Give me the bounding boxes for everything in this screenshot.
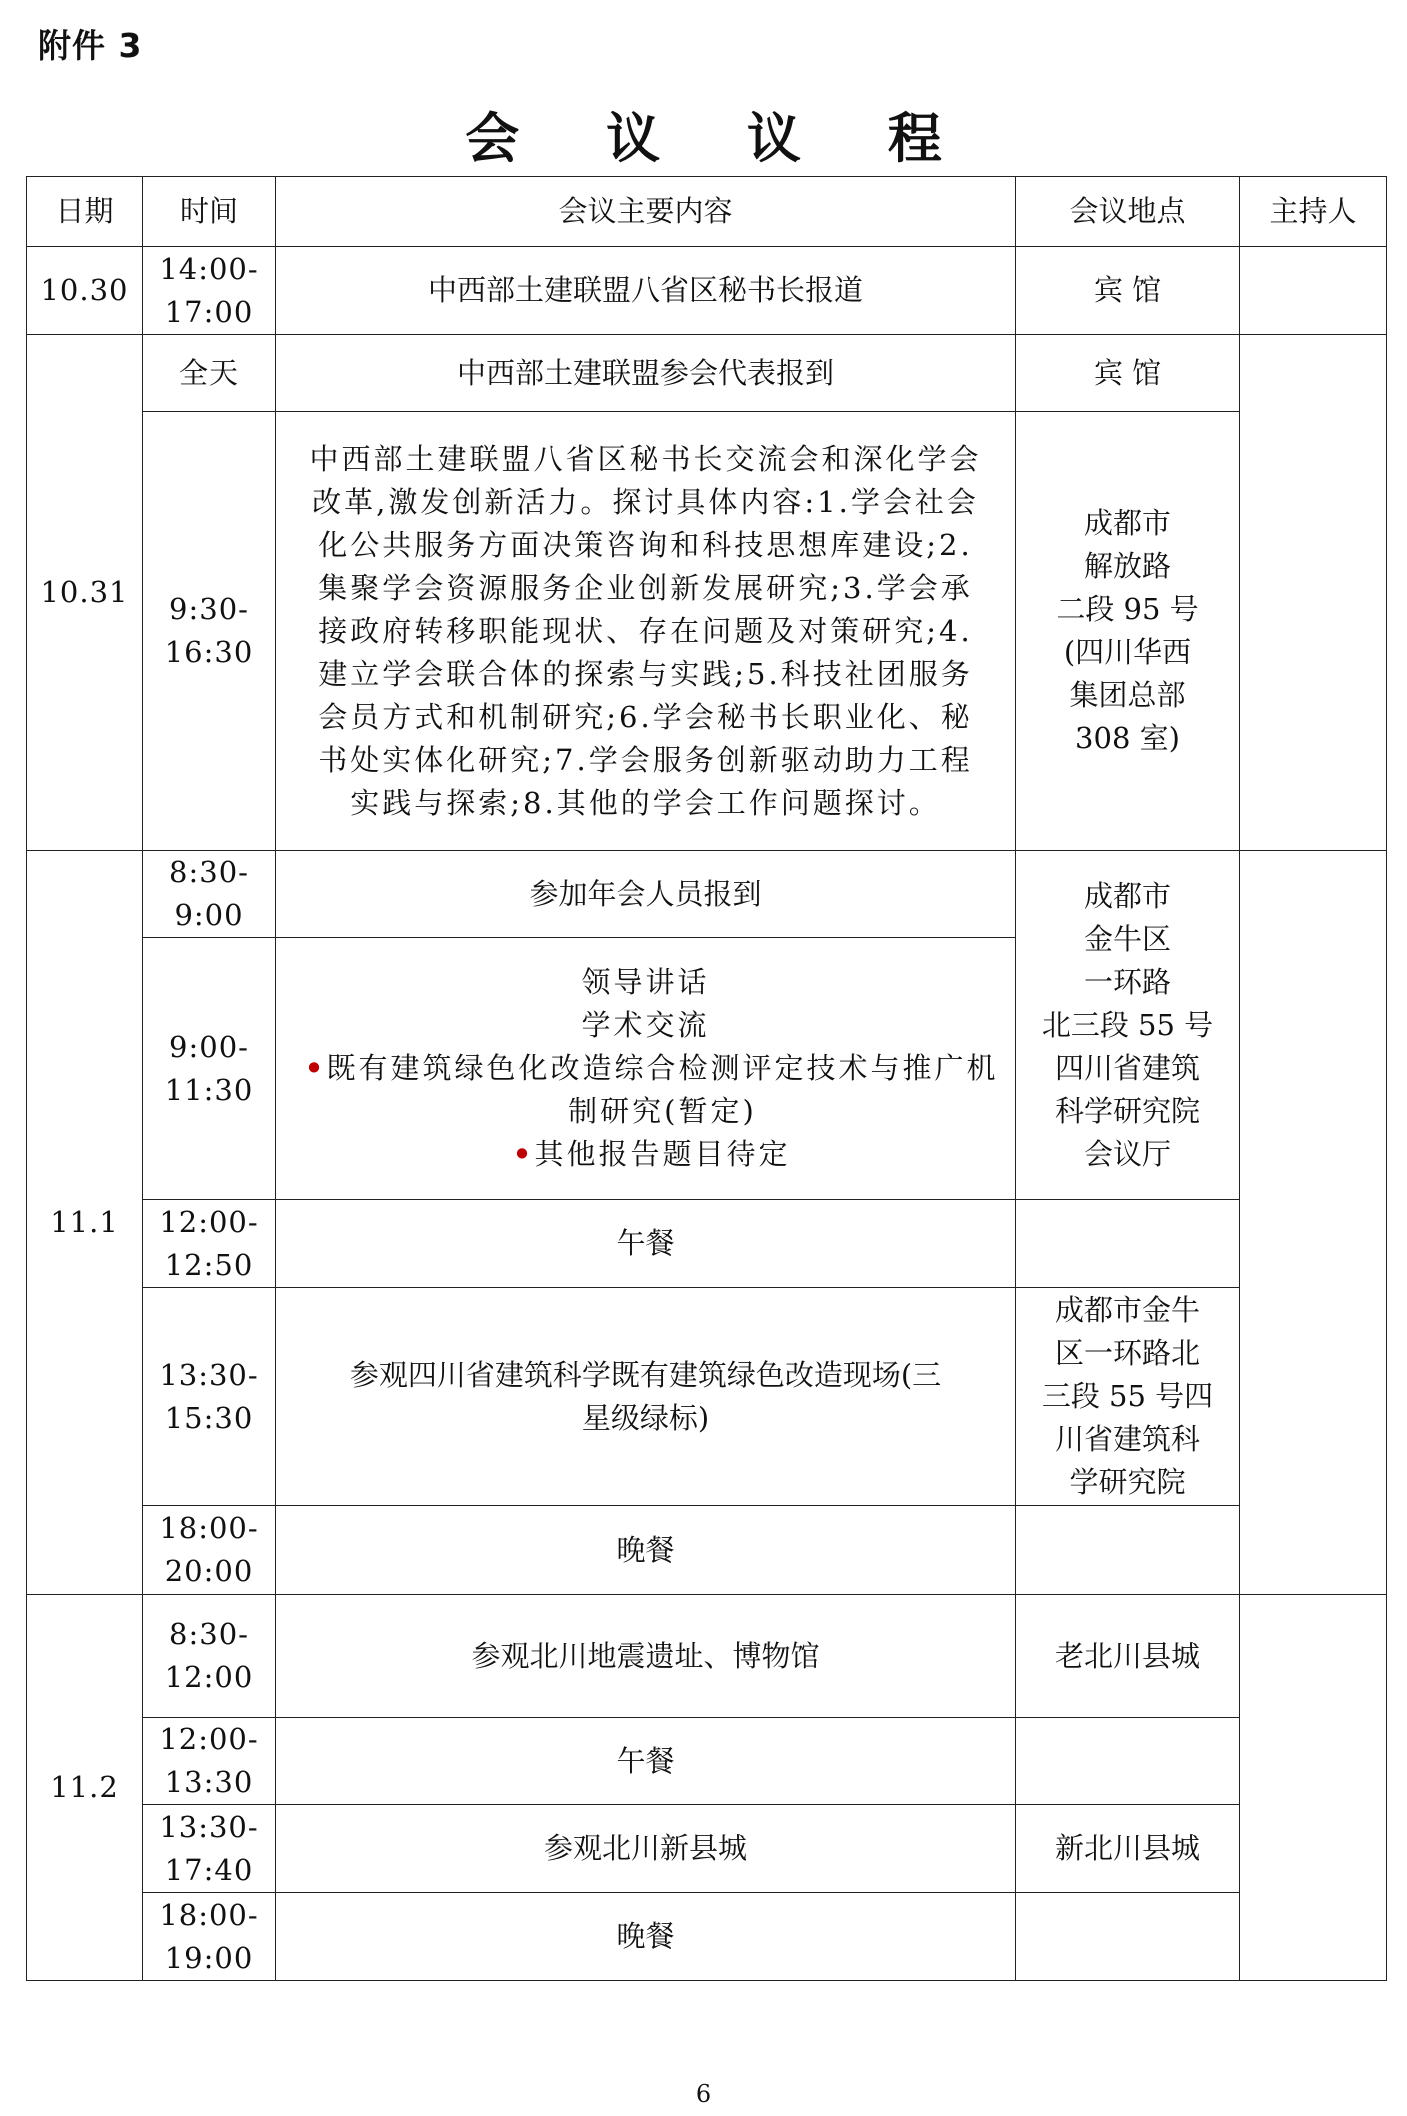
bullet-dot-icon: • — [304, 1051, 327, 1085]
content-line: 书处实体化研究;7.学会服务创新驱动助力工程 — [318, 742, 973, 777]
time-end: 12:50 — [164, 1247, 254, 1282]
location-line: 二段 95 号 — [1056, 592, 1199, 626]
content-line: 化公共服务方面决策咨询和科技思想库建设;2. — [318, 527, 973, 562]
time-end: 13:30 — [164, 1765, 254, 1799]
content-cell: 参观北川新县城 — [276, 1805, 1016, 1893]
location-line: 成都市 — [1083, 506, 1171, 540]
location-cell: 宾 馆 — [1016, 335, 1240, 412]
content-cell: 中西部土建联盟参会代表报到 — [276, 335, 1016, 412]
time-end: 9:00 — [174, 898, 244, 932]
header-content: 会议主要内容 — [276, 177, 1016, 247]
table-row — [27, 1506, 1387, 1595]
location-line: 科学研究院 — [1054, 1093, 1200, 1128]
time-end: 16:30 — [164, 635, 254, 669]
location-line: 三段 55 号四 — [1041, 1379, 1214, 1413]
location-line: 成都市 — [1083, 878, 1171, 913]
header-location: 会议地点 — [1016, 177, 1240, 247]
bullet-dot-icon: • — [512, 1137, 535, 1171]
location-cell: 老北川县城 — [1016, 1595, 1240, 1718]
time-start: 12:00- — [159, 1722, 259, 1756]
date-cell: 10.31 — [27, 335, 143, 851]
content-line: 实践与探索;8.其他的学会工作问题探讨。 — [350, 785, 941, 820]
header-host: 主持人 — [1240, 177, 1387, 247]
table-row — [27, 1595, 1387, 1718]
page-number: 6 — [695, 2080, 712, 2108]
time-start: 13:30- — [159, 1809, 259, 1844]
location-line: 一环路 — [1083, 964, 1171, 999]
time-cell — [143, 247, 276, 335]
location-cell — [1016, 1288, 1240, 1506]
table-row — [27, 335, 1387, 412]
content-line: 改革,激发创新活力。探讨具体内容:1.学会社会 — [312, 484, 979, 519]
time-end: 19:00 — [164, 1940, 254, 1975]
table-row — [27, 247, 1387, 335]
time-cell — [143, 1893, 276, 1981]
content-cell — [276, 412, 1016, 851]
location-cell: 宾 馆 — [1016, 247, 1240, 335]
date-cell: 11.2 — [27, 1595, 143, 1981]
content-line: 参观四川省建筑科学既有建筑绿色改造现场(三 — [349, 1357, 942, 1392]
location-line: 308 室) — [1075, 721, 1180, 755]
content-line: 接政府转移职能现状、存在问题及对策研究;4. — [318, 613, 973, 648]
location-line: 川省建筑科 — [1054, 1422, 1200, 1456]
bullet-item — [284, 1133, 1007, 1176]
host-cell — [1240, 247, 1387, 335]
location-line: (四川华西 — [1063, 635, 1192, 669]
page-title: 会 议 议 程 — [465, 106, 976, 170]
location-line: 区一环路北 — [1054, 1336, 1200, 1370]
content-line: 建立学会联合体的探索与实践;5.科技社团服务 — [318, 656, 973, 691]
location-line: 金牛区 — [1083, 921, 1171, 956]
bullet-item — [284, 1047, 1007, 1133]
time-cell — [143, 1200, 276, 1288]
agenda-table — [26, 176, 1387, 1981]
location-cell — [1016, 1893, 1240, 1981]
table-row — [27, 1200, 1387, 1288]
location-line: 北三段 55 号 — [1041, 1007, 1214, 1042]
content-cell: 午餐 — [276, 1718, 1016, 1805]
time-start: 9:00- — [169, 1029, 249, 1064]
header-row — [27, 177, 1387, 247]
header-date: 日期 — [27, 177, 143, 247]
location-line: 集团总部 — [1069, 678, 1186, 712]
time-cell — [143, 1805, 276, 1893]
table-row — [27, 1893, 1387, 1981]
time-end: 11:30 — [164, 1072, 254, 1107]
content-cell: 午餐 — [276, 1200, 1016, 1288]
time-end: 20:00 — [164, 1554, 254, 1588]
bullet-text: 既有建筑绿色化改造综合检测评定技术与推广机制研究(暂定) — [326, 1051, 999, 1128]
host-cell — [1240, 335, 1387, 851]
table-row — [27, 412, 1387, 851]
time-end: 17:40 — [164, 1852, 254, 1887]
table-row — [27, 1718, 1387, 1805]
content-cell — [276, 938, 1016, 1200]
time-cell: 全天 — [143, 335, 276, 412]
content-cell: 参观北川地震遗址、博物馆 — [276, 1595, 1016, 1718]
date-cell: 10.30 — [27, 247, 143, 335]
attachment-label: 附件 3 — [38, 26, 143, 65]
location-line: 成都市金牛 — [1054, 1293, 1200, 1327]
time-cell — [143, 412, 276, 851]
content-cell: 中西部土建联盟八省区秘书长报道 — [276, 247, 1016, 335]
time-end: 15:30 — [164, 1400, 254, 1435]
time-cell — [143, 1288, 276, 1506]
time-cell — [143, 1718, 276, 1805]
table-row — [27, 1288, 1387, 1506]
time-start: 18:00- — [159, 1897, 259, 1932]
location-line: 解放路 — [1083, 549, 1171, 583]
time-start: 18:00- — [159, 1511, 259, 1545]
time-cell — [143, 1506, 276, 1595]
content-cell: 参加年会人员报到 — [276, 851, 1016, 938]
host-cell — [1240, 1595, 1387, 1981]
time-start: 12:00- — [159, 1204, 259, 1239]
content-line: 会员方式和机制研究;6.学会秘书长职业化、秘 — [318, 699, 973, 734]
time-start: 8:30- — [169, 1617, 249, 1651]
time-cell — [143, 851, 276, 938]
location-line: 学研究院 — [1069, 1465, 1186, 1499]
time-start: 8:30- — [169, 855, 249, 889]
time-end: 17:00 — [164, 294, 254, 329]
time-cell — [143, 938, 276, 1200]
location-cell: 新北川县城 — [1016, 1805, 1240, 1893]
content-cell — [276, 1288, 1016, 1506]
time-start: 13:30- — [159, 1357, 259, 1392]
content-line: 领导讲话 — [581, 965, 710, 999]
location-cell — [1016, 851, 1240, 1200]
content-line: 集聚学会资源服务企业创新发展研究;3.学会承 — [318, 570, 973, 605]
time-end: 12:00 — [164, 1660, 254, 1694]
date-cell: 11.1 — [27, 851, 143, 1595]
location-line: 会议厅 — [1083, 1136, 1171, 1171]
location-cell — [1016, 1506, 1240, 1595]
time-cell — [143, 1595, 276, 1718]
content-cell: 晚餐 — [276, 1893, 1016, 1981]
location-line: 四川省建筑 — [1054, 1050, 1200, 1085]
table-row — [27, 1805, 1387, 1893]
location-cell — [1016, 1718, 1240, 1805]
content-line: 中西部土建联盟八省区秘书长交流会和深化学会 — [309, 441, 982, 476]
content-line: 学术交流 — [581, 1008, 710, 1042]
bullet-text: 其他报告题目待定 — [534, 1137, 791, 1171]
time-start: 9:30- — [169, 592, 249, 626]
host-cell — [1240, 851, 1387, 1595]
content-cell: 晚餐 — [276, 1506, 1016, 1595]
location-cell — [1016, 1200, 1240, 1288]
table-row — [27, 851, 1387, 938]
header-time: 时间 — [143, 177, 276, 247]
time-start: 14:00- — [159, 251, 259, 286]
content-line: 星级绿标) — [581, 1400, 710, 1435]
location-cell — [1016, 412, 1240, 851]
